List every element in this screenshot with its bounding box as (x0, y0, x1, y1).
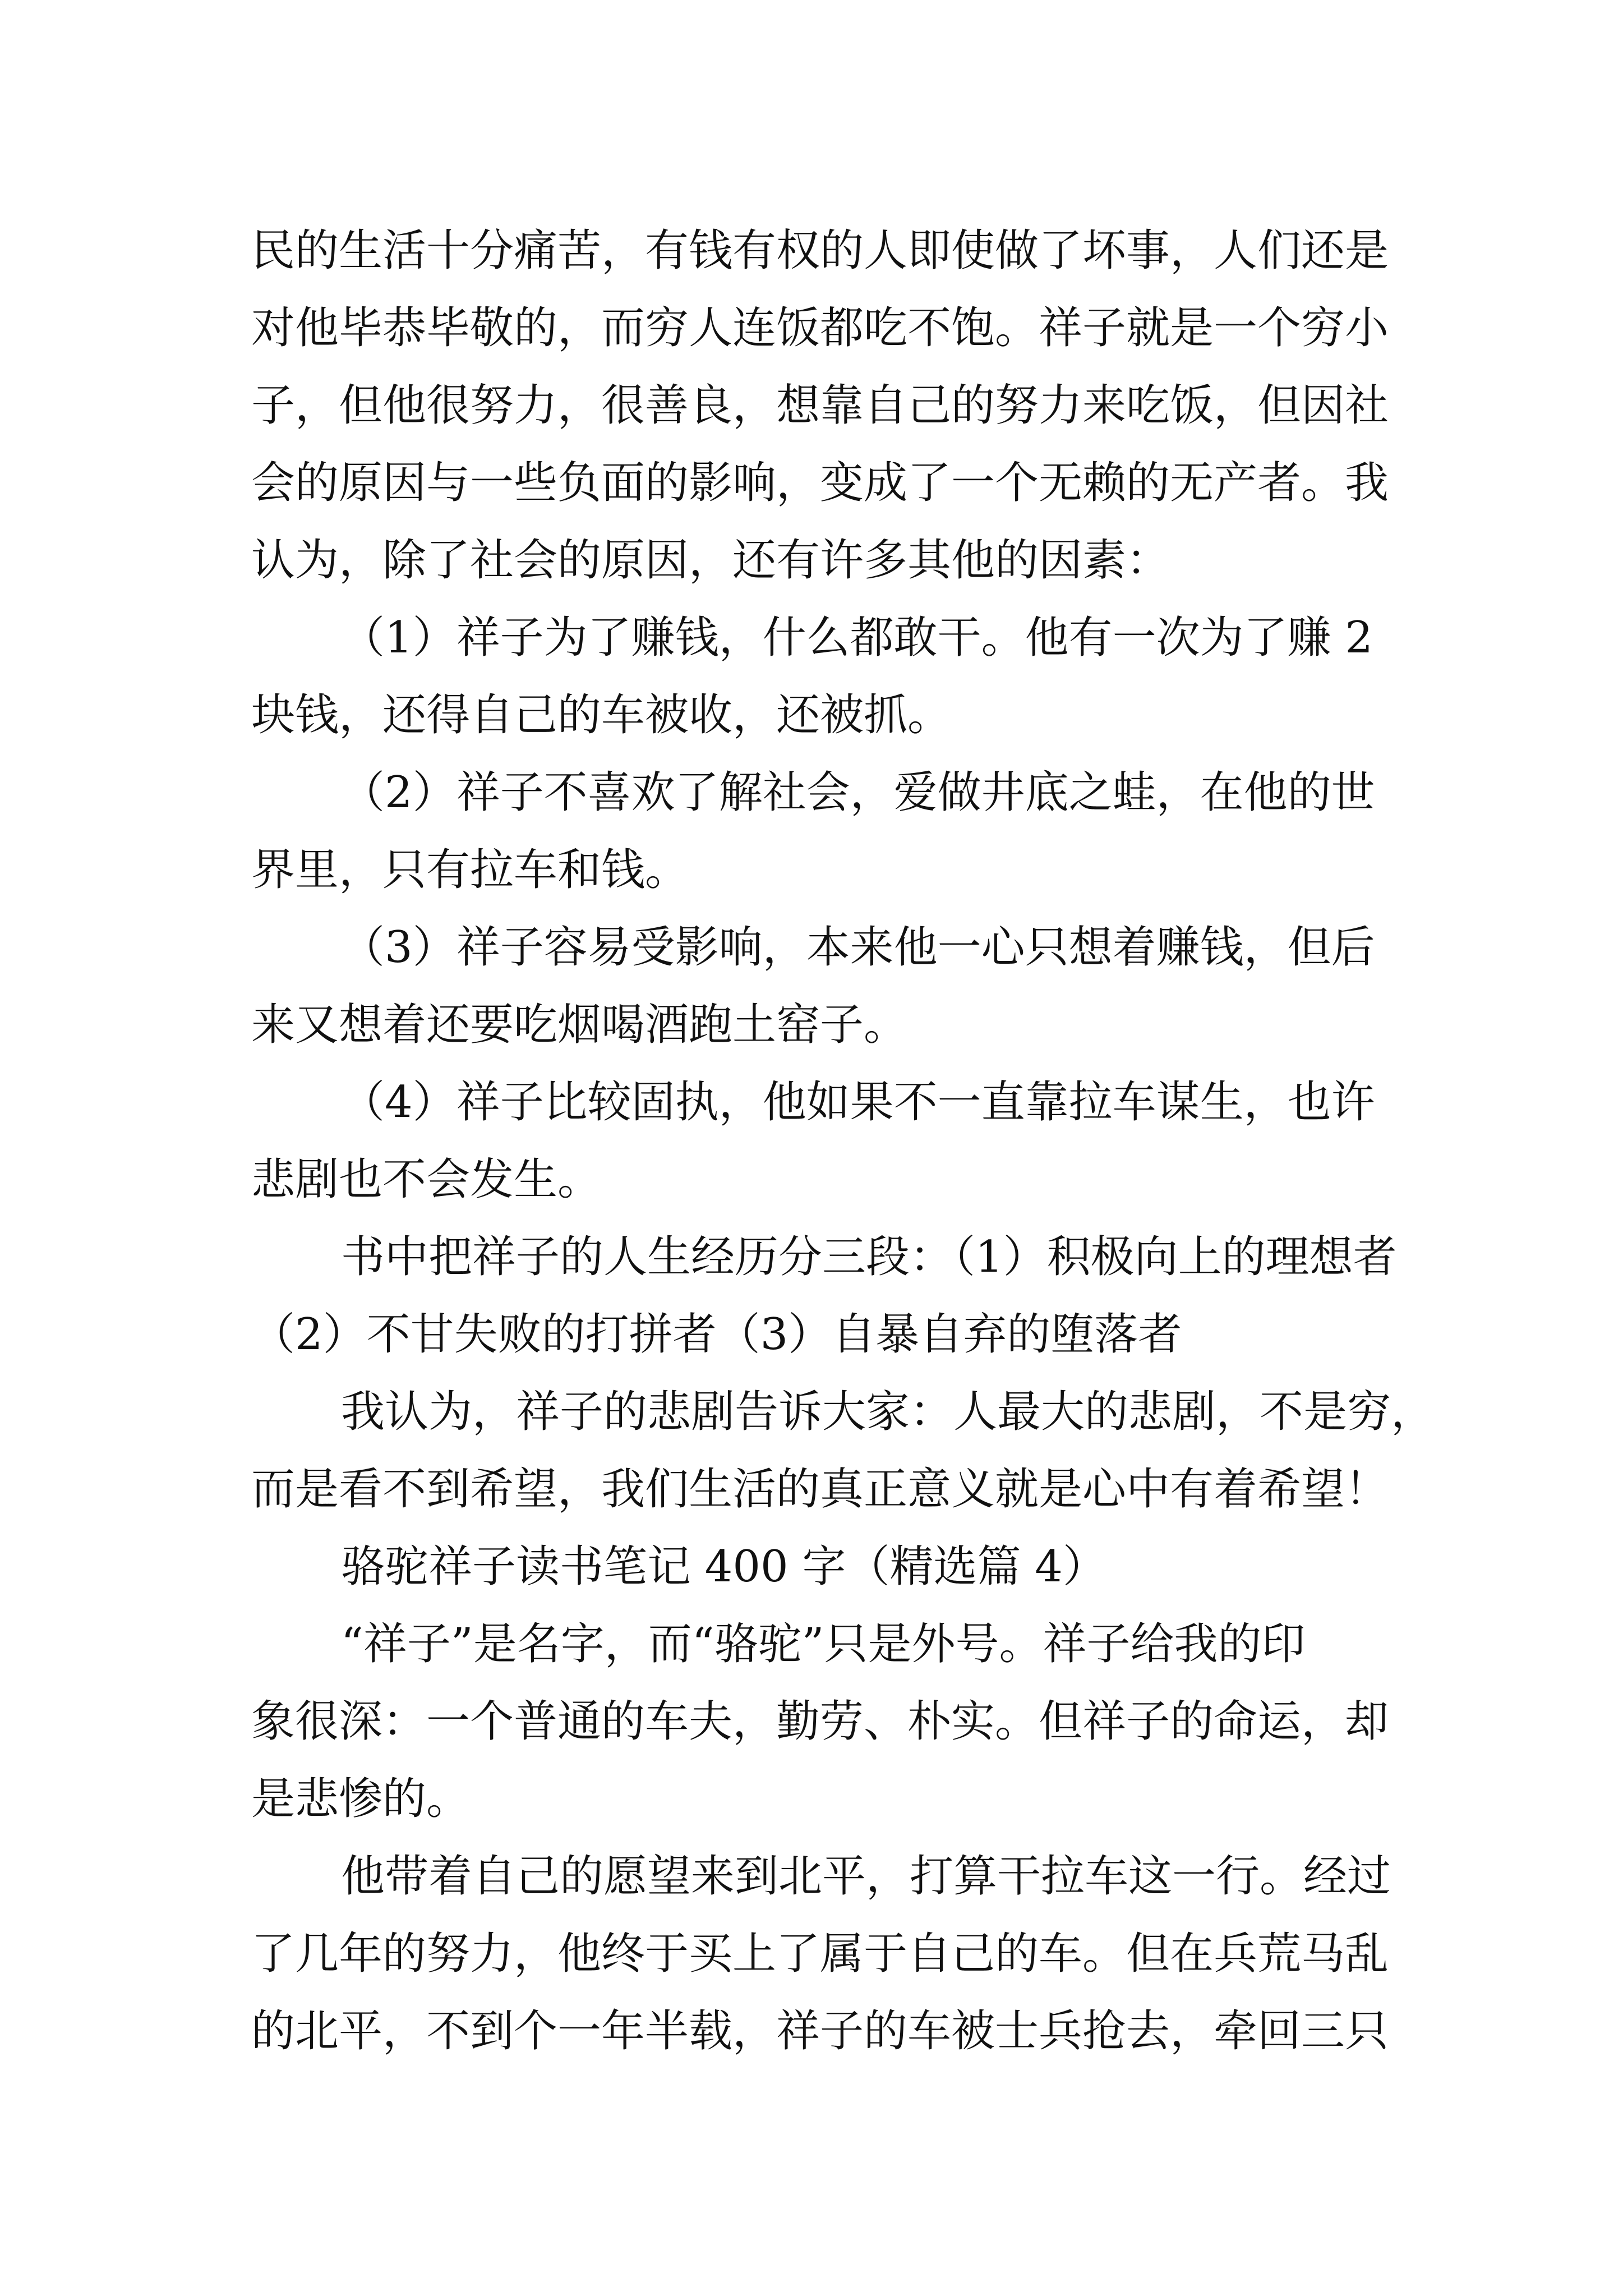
text-line-23: 了几年的努力，他终于买上了属于自己的车。但在兵荒马乱 (251, 1929, 1389, 1979)
text-line-10: （3）祥子容易受影响，本来他一心只想着赚钱，但后 (341, 922, 1375, 973)
text-line-5: 认为，除了社会的原因，还有许多其他的因素： (251, 535, 1170, 586)
text-line-20: 象很深：一个普通的车夫，勤劳、朴实。但祥子的命运，却 (251, 1696, 1389, 1747)
text-line-1: 民的生活十分痛苦，有钱有权的人即使做了坏事，人们还是 (251, 226, 1389, 276)
text-line-13: 悲剧也不会发生。 (251, 1154, 602, 1205)
text-line-16: 我认为，祥子的悲剧告诉大家：人最大的悲剧，不是穷， (341, 1387, 1435, 1437)
text-line-14: 书中把祥子的人生经历分三段：（1）积极向上的理想者 (341, 1232, 1397, 1282)
text-line-17: 而是看不到希望，我们生活的真正意义就是心中有着希望！ (251, 1464, 1389, 1515)
text-line-8: （2）祥子不喜欢了解社会，爱做井底之蛙，在他的世 (341, 767, 1375, 818)
text-line-9: 界里，只有拉车和钱。 (251, 845, 689, 895)
text-line-21: 是悲惨的。 (251, 1774, 471, 1824)
text-line-12: （4）祥子比较固执，他如果不一直靠拉车谋生，也许 (341, 1077, 1375, 1128)
text-line-15: （2）不甘失败的打拼者（3）自暴自弃的堕落者 (251, 1309, 1182, 1360)
text-line-24: 的北平，不到个一年半载，祥子的车被士兵抢去，牵回三只 (251, 2006, 1389, 2056)
text-line-11: 来又想着还要吃烟喝酒跑土窑子。 (251, 1000, 908, 1050)
text-line-19: “祥子”是名字，而“骆驼”只是外号。祥子给我的印 (341, 1619, 1306, 1669)
text-line-22: 他带着自己的愿望来到北平，打算干拉车这一行。经过 (341, 1851, 1391, 1902)
text-line-7: 块钱，还得自己的车被收，还被抓。 (251, 690, 952, 740)
section-heading: 骆驼祥子读书笔记 400 字（精选篇 4） (341, 1542, 1106, 1592)
text-line-3: 子，但他很努力，很善良，想靠自己的努力来吃饭，但因社 (251, 380, 1389, 431)
document-page (251, 212, 1435, 2070)
text-line-6: （1）祥子为了赚钱，什么都敢干。他有一次为了赚 2 (341, 613, 1373, 663)
text-line-4: 会的原因与一些负面的影响，变成了一个无赖的无产者。我 (251, 458, 1389, 508)
text-line-2: 对他毕恭毕敬的，而穷人连饭都吃不饱。祥子就是一个穷小 (251, 303, 1389, 353)
